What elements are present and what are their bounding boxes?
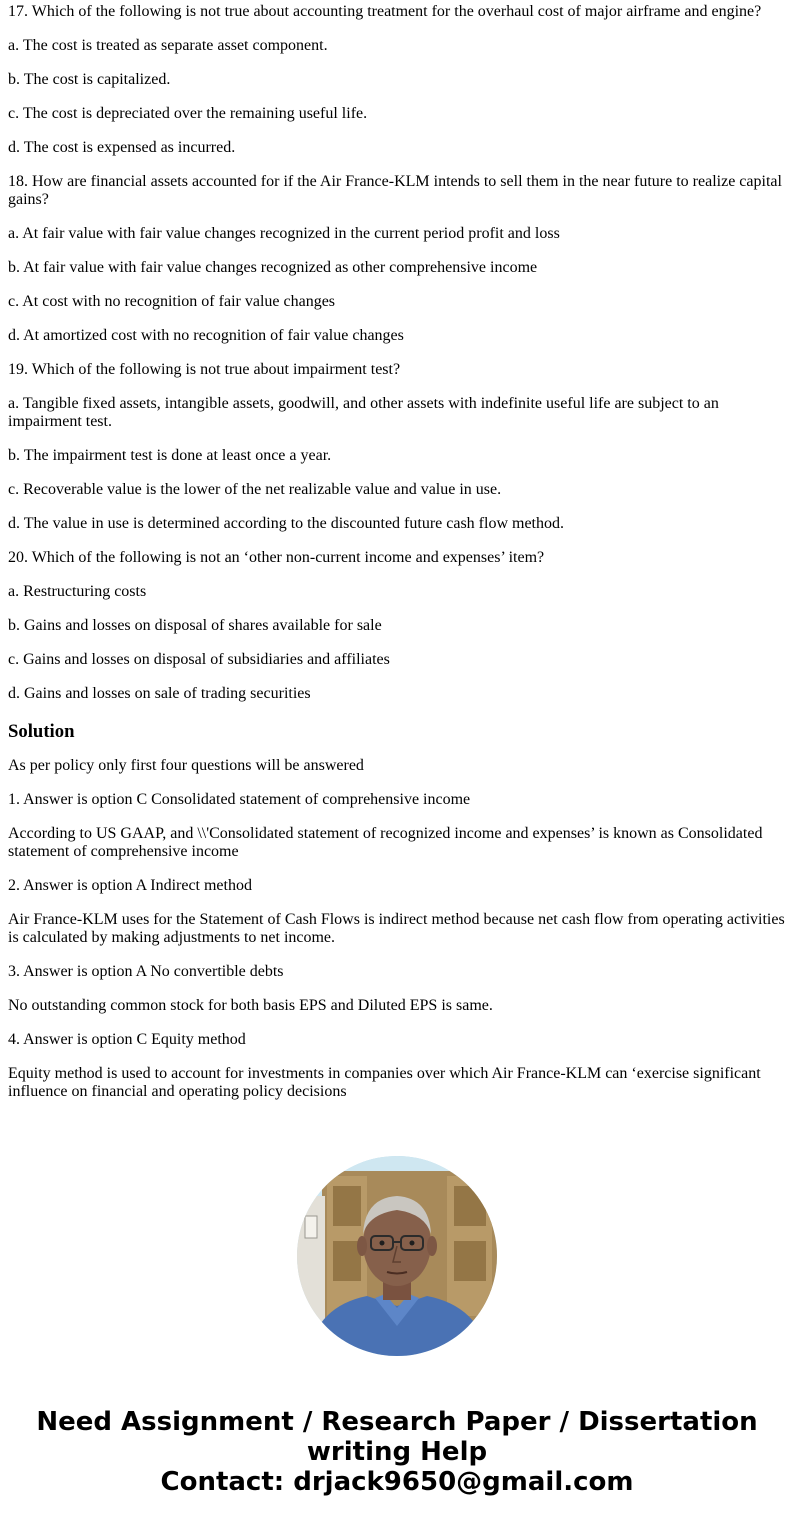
solution-paragraph: Equity method is used to account for investments in companies over which Air France-KLM can ‘exercise significant influence on financial and operating policy decisions	[8, 1065, 761, 1100]
answer-option: b. At fair value with fair value changes recognized as other comprehensive income	[8, 259, 538, 276]
answer-option: b. Gains and losses on disposal of shares available for sale	[8, 617, 382, 634]
document-body	[0, 3, 794, 1101]
solution-heading: Solution	[8, 721, 75, 742]
author-avatar	[297, 1156, 497, 1356]
answer-option: c. The cost is depreciated over the remaining useful life.	[8, 105, 368, 122]
solution-paragraph: As per policy only first four questions will be answered	[8, 757, 364, 774]
promo-headline: Need Assignment / Research Paper / Dissertation writing Help	[36, 1407, 758, 1467]
solution-paragraph: 4. Answer is option C Equity method	[8, 1031, 246, 1048]
question-text: 17. Which of the following is not true about accounting treatment for the overhaul cost of major airframe and engine?	[8, 3, 762, 20]
answer-option: c. Recoverable value is the lower of the net realizable value and value in use.	[8, 481, 502, 498]
solution-paragraph: No outstanding common stock for both basis EPS and Diluted EPS is same.	[8, 997, 493, 1014]
answer-option: a. The cost is treated as separate asset component.	[8, 37, 328, 54]
answer-option: a. Tangible fixed assets, intangible assets, goodwill, and other assets with indefinite useful life are subject to an impairment test.	[8, 395, 719, 430]
author-portrait-image	[297, 1156, 497, 1356]
solution-paragraph: 1. Answer is option C Consolidated statement of comprehensive income	[8, 791, 471, 808]
answer-option: d. The value in use is determined according to the discounted future cash flow method.	[8, 515, 564, 532]
question-text: 18. How are financial assets accounted for if the Air France-KLM intends to sell them in the near future to realize capital gains?	[8, 173, 782, 208]
solution-paragraph: 2. Answer is option A Indirect method	[8, 877, 252, 894]
question-text: 20. Which of the following is not an ‘other non-current income and expenses’ item?	[8, 549, 545, 566]
question-text: 19. Which of the following is not true about impairment test?	[8, 361, 401, 378]
solution-paragraph: Air France-KLM uses for the Statement of Cash Flows is indirect method because net cash flow from operating activities is calculated by making adjustments to net income.	[8, 911, 785, 946]
promo-banner	[0, 1407, 794, 1497]
answer-option: d. Gains and losses on sale of trading securities	[8, 685, 311, 702]
answer-option: c. At cost with no recognition of fair value changes	[8, 293, 336, 310]
answer-option: c. Gains and losses on disposal of subsidiaries and affiliates	[8, 651, 390, 668]
answer-option: d. At amortized cost with no recognition of fair value changes	[8, 327, 404, 344]
solution-paragraph: According to US GAAP, and \\'Consolidated statement of recognized income and expenses’ is known as Consolidated statement of comprehensive income	[8, 825, 763, 860]
answer-option: a. At fair value with fair value changes recognized in the current period profit and loss	[8, 225, 560, 242]
answer-option: a. Restructuring costs	[8, 583, 147, 600]
answer-option: b. The cost is capitalized.	[8, 71, 171, 88]
promo-contact: Contact: drjack9650@gmail.com	[160, 1467, 634, 1497]
answer-option: b. The impairment test is done at least once a year.	[8, 447, 332, 464]
solution-paragraph: 3. Answer is option A No convertible debts	[8, 963, 284, 980]
answer-option: d. The cost is expensed as incurred.	[8, 139, 236, 156]
